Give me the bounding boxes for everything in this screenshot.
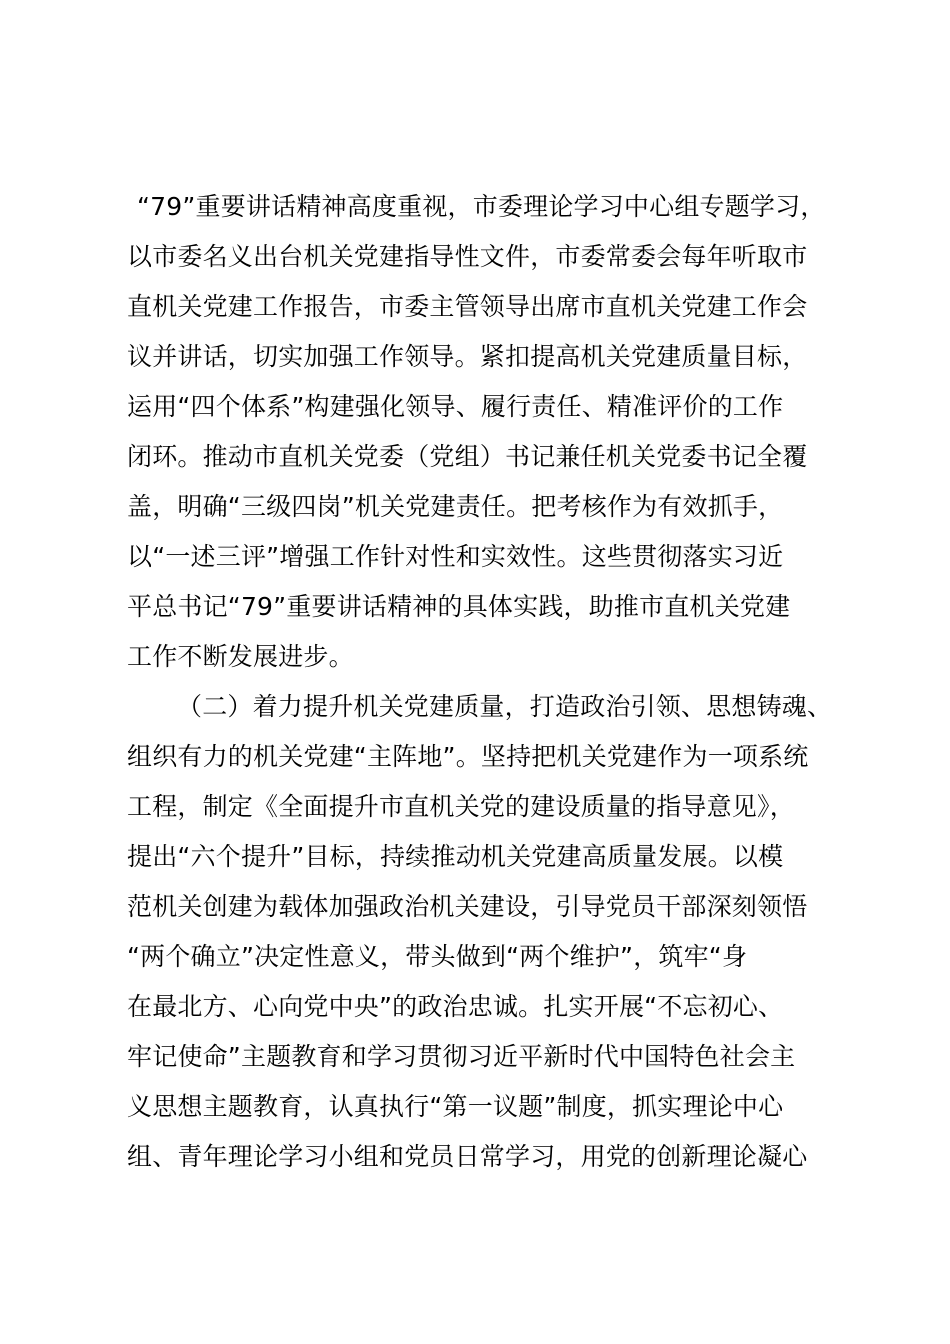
- text-line: 以市委名义出台机关党建指导性文件，市委常委会每年听取市: [127, 242, 808, 271]
- text-line: 工作不断发展进步。: [127, 642, 354, 671]
- body-text: [127, 182, 837, 1182]
- text-line: 范机关创建为载体加强政治机关建设，引导党员干部深刻领悟: [127, 892, 808, 921]
- text-line: 平总书记“79”重要讲话精神的具体实践，助推市直机关党建: [127, 592, 791, 621]
- text-line: 直机关党建工作报告，市委主管领导出席市直机关党建工作会: [127, 292, 808, 321]
- text-line: “79”重要讲话精神高度重视，市委理论学习中心组专题学习，: [137, 192, 826, 221]
- text-line: 在最北方、心向党中央”的政治忠诚。扎实开展“不忘初心、: [127, 992, 784, 1021]
- text-line: 工程，制定《全面提升市直机关党的建设质量的指导意见》，: [127, 792, 795, 821]
- text-line: 提出“六个提升”目标，持续推动机关党建高质量发展。以模: [127, 842, 784, 871]
- text-line: 运用“四个体系”构建强化领导、履行责任、精准评价的工作: [127, 392, 784, 421]
- text-line: 义思想主题教育，认真执行“第一议题”制度，抓实理论中心: [127, 1092, 784, 1121]
- text-line: 牢记使命”主题教育和学习贯彻习近平新时代中国特色社会主: [127, 1042, 796, 1071]
- section-heading-line: （二）着力提升机关党建质量，打造政治引领、思想铸魂、: [177, 692, 833, 721]
- text-line: 闭环。推动市直机关党委（党组）书记兼任机关党委书记全覆: [127, 442, 808, 471]
- text-line: 以“一述三评”增强工作针对性和实效性。这些贯彻落实习近: [127, 542, 784, 571]
- text-line: 组、青年理论学习小组和党员日常学习，用党的创新理论凝心: [127, 1142, 808, 1171]
- text-line: 议并讲话，切实加强工作领导。紧扣提高机关党建质量目标，: [127, 342, 808, 371]
- text-line: “两个确立”决定性意义，带头做到“两个维护”，筑牢“身: [127, 942, 748, 971]
- text-line: 组织有力的机关党建“主阵地”。坚持把机关党建作为一项系统: [127, 742, 809, 771]
- text-line: 盖，明确“三级四岗”机关党建责任。把考核作为有效抓手，: [127, 492, 784, 521]
